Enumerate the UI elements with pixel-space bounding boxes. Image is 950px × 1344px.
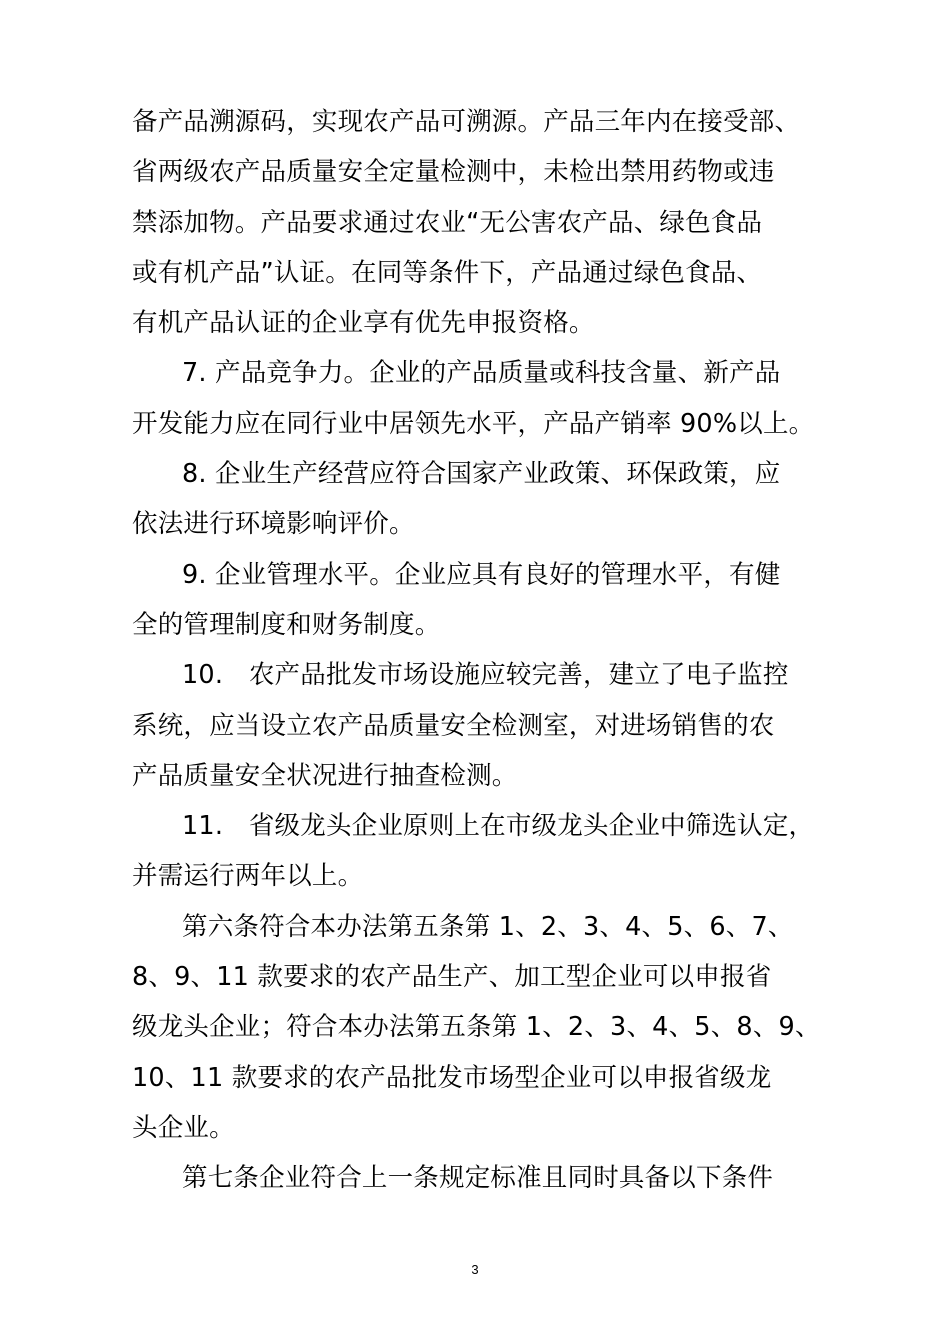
text-line: 开发能力应在同行业中居领先水平，产品产销率 90%以上。 bbox=[132, 408, 815, 439]
text-line: 备产品溯源码，实现农产品可溯源。产品三年内在接受部、 bbox=[132, 107, 801, 137]
text-line: 依法进行环境影响评价。 bbox=[132, 509, 415, 540]
text-line: 头企业。 bbox=[132, 1112, 235, 1143]
text-line: 10. 农产品批发市场设施应较完善，建立了电子监控 bbox=[182, 660, 789, 691]
page-number: 3 bbox=[471, 1262, 479, 1277]
text-line: 有机产品认证的企业享有优先申报资格。 bbox=[132, 308, 595, 339]
text-line: 8. 企业生产经营应符合国家产业政策、环保政策，应 bbox=[182, 459, 781, 490]
text-line: 第六条符合本办法第五条第 1、2、3、4、5、6、7、 bbox=[182, 911, 794, 942]
text-line: 第七条企业符合上一条规定标准且同时具备以下条件 bbox=[182, 1163, 774, 1194]
text-line: 9. 企业管理水平。企业应具有良好的管理水平，有健 bbox=[182, 559, 781, 590]
text-line: 省两级农产品质量安全定量检测中，未检出禁用药物或违 bbox=[132, 157, 775, 188]
text-line: 级龙头企业；符合本办法第五条第 1、2、3、4、5、8、9、 bbox=[132, 1012, 821, 1043]
text-line: 或有机产品”认证。在同等条件下，产品通过绿色食品、 bbox=[132, 257, 763, 288]
text-line: 产品质量安全状况进行抽查检测。 bbox=[132, 760, 518, 791]
text-line: 10、11 款要求的农产品批发市场型企业可以申报省级龙 bbox=[132, 1062, 772, 1093]
text-line: 系统，应当设立农产品质量安全检测室，对进场销售的农 bbox=[132, 710, 775, 741]
text-line: 7. 产品竞争力。企业的产品质量或科技含量、新产品 bbox=[182, 358, 781, 389]
text-line: 全的管理制度和财务制度。 bbox=[132, 609, 441, 640]
text-line: 并需运行两年以上。 bbox=[132, 861, 364, 892]
text-line: 8、9、11 款要求的农产品生产、加工型企业可以申报省 bbox=[132, 962, 772, 993]
text-line: 11. 省级龙头企业原则上在市级龙头企业中筛选认定， bbox=[182, 811, 815, 842]
document-body bbox=[132, 97, 852, 1204]
text-line: 禁添加物。产品要求通过农业“无公害农产品、绿色食品 bbox=[132, 207, 763, 238]
